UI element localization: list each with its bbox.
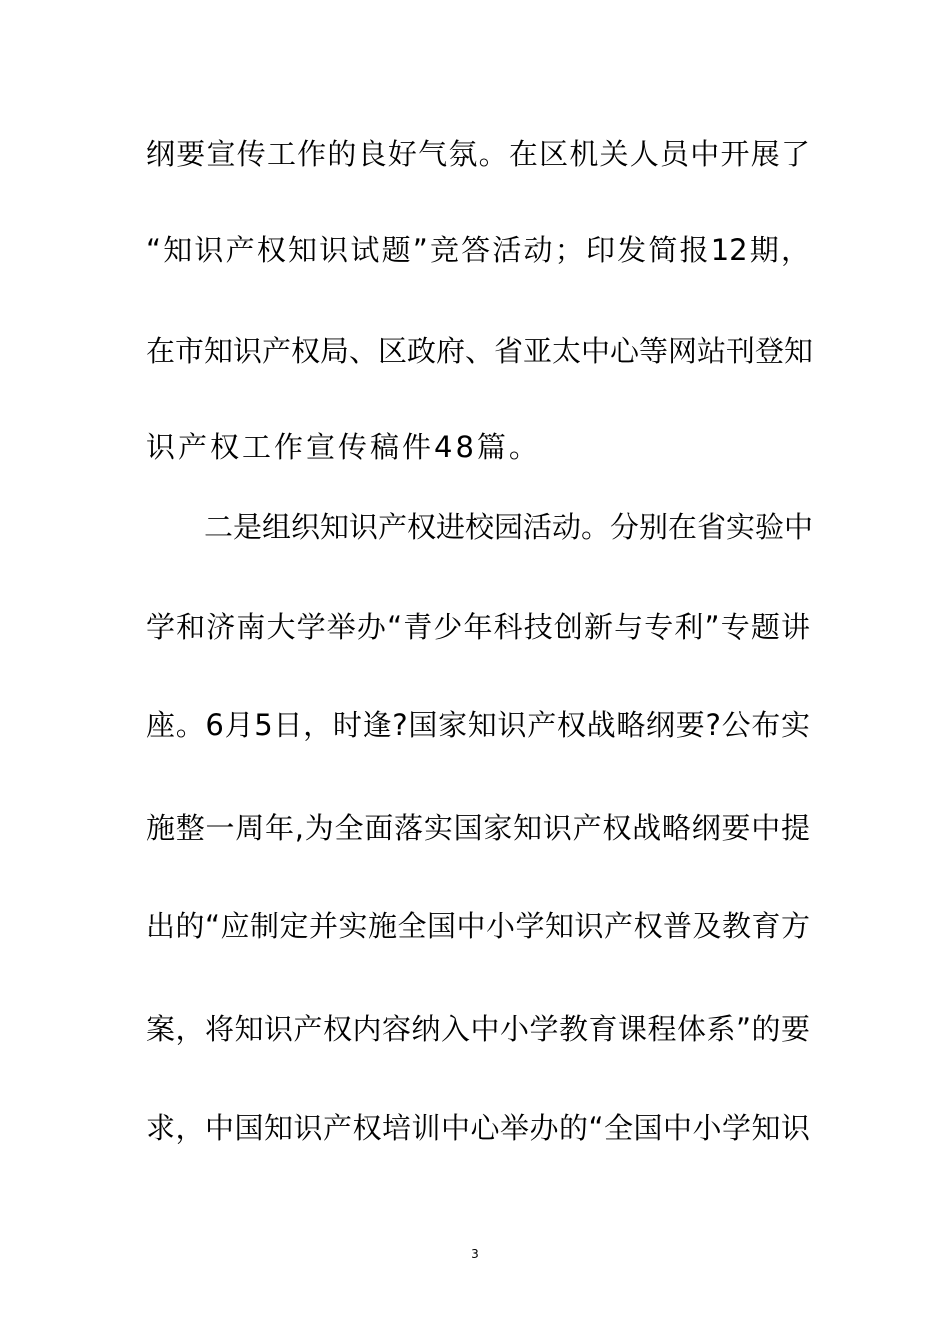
text-line-9: 出的“应制定并实施全国中小学知识产权普及教育方 — [146, 909, 810, 943]
text-line-5: 二是组织知识产权进校园活动。分别在省实验中 — [204, 510, 814, 544]
page-number: 3 — [471, 1247, 479, 1261]
text-line-2: “知识产权知识试题”竞答活动；印发简报12期， — [146, 233, 810, 267]
text-line-11: 求，中国知识产权培训中心举办的“全国中小学知识 — [146, 1111, 810, 1145]
text-line-10: 案，将知识产权内容纳入中小学教育课程体系”的要 — [146, 1012, 810, 1046]
text-line-3: 在市知识产权局、区政府、省亚太中心等网站刊登知 — [146, 334, 814, 368]
text-line-1: 纲要宣传工作的良好气氛。在区机关人员中开展了 — [146, 137, 810, 171]
text-line-4: 识产权工作宣传稿件48篇。 — [146, 430, 541, 464]
text-line-7: 座。6月5日，时逢?国家知识产权战略纲要?公布实 — [146, 708, 810, 742]
text-line-8: 施整一周年,为全面落实国家知识产权战略纲要中提 — [146, 811, 810, 845]
text-line-6: 学和济南大学举办“青少年科技创新与专利”专题讲 — [146, 610, 810, 644]
